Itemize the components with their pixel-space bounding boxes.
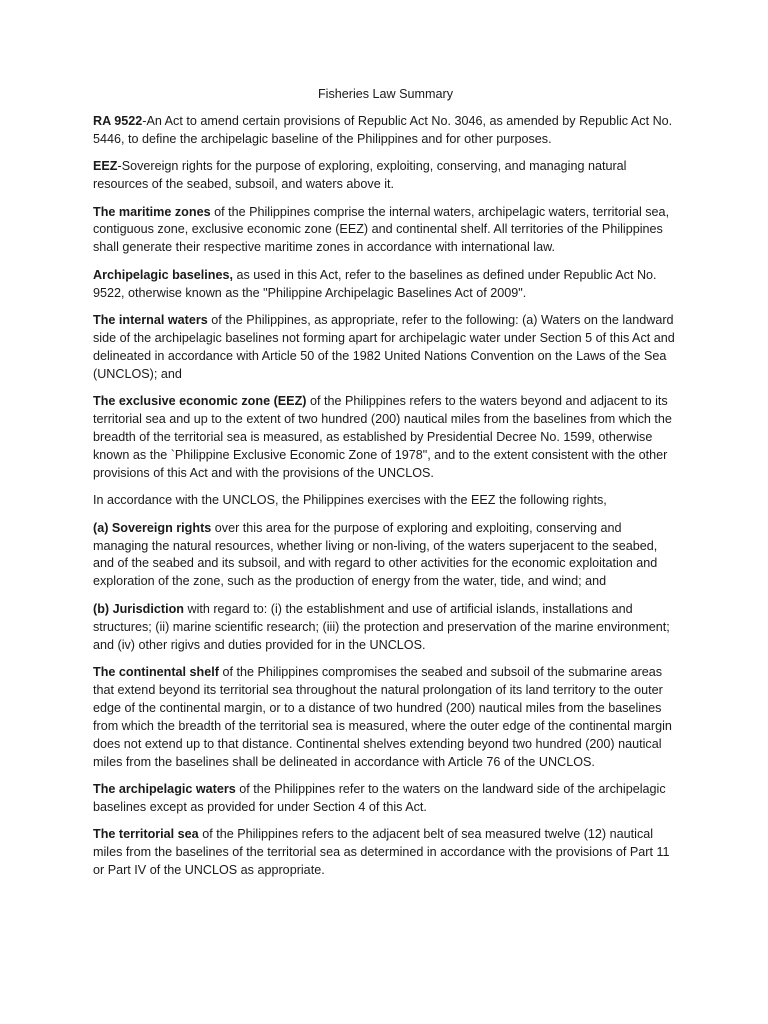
paragraph-lead: (a) Sovereign rights: [93, 520, 212, 535]
paragraph-archipelagic-waters: [93, 781, 678, 817]
paragraph-text: of the Philippines compromises the seabed and subsoil of the submarine areas that extend beyond its territorial sea throughout the natural prolongation of its land territory to the outer edge of the continental margin, or to a distance of two hundred (200) nautical miles from the baselines from which the breadth of the territorial sea is measured, where the outer edge of the continental margin does not extend up to that distance. Continental shelves extending beyond two hundred (200) nautical miles from the baselines shall be delineated in accordance with Article 76 of the UNCLOS.: [93, 664, 672, 769]
paragraph-text: of the Philippines refer to the waters on the landward side of the archipelagic baselines except as provided for under Section 4 of this Act.: [93, 781, 666, 814]
paragraph-lead: The archipelagic waters: [93, 781, 236, 796]
paragraph-archipelagic-baselines: [93, 267, 678, 303]
paragraph-lead: Archipelagic baselines,: [93, 267, 233, 282]
paragraph-text: of the Philippines refers to the waters beyond and adjacent to its territorial sea and up to the extent of two hundred (200) nautical miles from the baselines from which the breadth of the territorial sea is measured, as established by Presidential Decree No. 1599, otherwise known as the `Philippine Exclusive Economic Zone of 1978", and to the extent consistent with the other provisions of this Act and with the provisions of the UNCLOS.: [93, 394, 672, 480]
paragraph-lead: (b) Jurisdiction: [93, 601, 184, 616]
paragraph-lead: The maritime zones: [93, 204, 211, 219]
paragraph-lead: The exclusive economic zone (EEZ): [93, 394, 307, 409]
document-title: Fisheries Law Summary: [317, 87, 454, 101]
paragraph-text: In accordance with the UNCLOS, the Philippines exercises with the EEZ the following rights,: [93, 493, 607, 508]
paragraph-text: -Sovereign rights for the purpose of exploring, exploiting, conserving, and managing natural resources of the seabed, subsoil, and waters above it.: [93, 159, 627, 192]
paragraph-text: -An Act to amend certain provisions of Republic Act No. 3046, as amended by Republic Act No. 5446, to define the archipelagic baseline of the Philippines and for other purposes.: [93, 113, 673, 146]
paragraph-lead: The internal waters: [93, 313, 208, 328]
paragraph-text: as used in this Act, refer to the baselines as defined under Republic Act No. 9522, otherwise known as the "Philippine Archipelagic Baselines Act of 2009".: [93, 267, 657, 300]
paragraph-exclusive-economic-zone: [93, 393, 678, 483]
paragraph-text: of the Philippines comprise the internal waters, archipelagic waters, territorial sea, contiguous zone, exclusive economic zone (EEZ) and continental shelf. All territories of the Philippines shall generate their respective maritime zones in accordance with international law.: [93, 204, 670, 255]
paragraph-text: over this area for the purpose of exploring and exploiting, conserving and managing the natural resources, whether living or non-living, of the waters superjacent to the seabed, and of the seabed and its subsoil, and with regard to other activities for the economic exploitation and exploration of the zone, such as the production of energy from the water, tide, and wind; and: [93, 520, 658, 589]
paragraph-territorial-sea: [93, 826, 678, 880]
paragraph-jurisdiction: [93, 601, 678, 655]
paragraph-lead: The territorial sea: [93, 827, 199, 842]
document-page: [93, 86, 678, 889]
paragraph-eez: [93, 158, 678, 194]
paragraph-text: of the Philippines refers to the adjacent belt of sea measured twelve (12) nautical miles from the baselines of the territorial sea as determined in accordance with the provisions of Part 11 or Part IV of the UNCLOS as appropriate.: [93, 827, 670, 878]
paragraph-continental-shelf: [93, 664, 678, 771]
paragraph-text: of the Philippines, as appropriate, refer to the following: (a) Waters on the landward side of the archipelagic baselines not forming apart for archipelagic water under Section 5 of this Act and delineated in accordance with Article 50 of the 1982 United Nations Convention on the Laws of the Sea (UNCLOS); and: [93, 313, 675, 381]
paragraph-maritime-zones: [93, 204, 678, 258]
paragraph-lead: RA 9522: [93, 113, 143, 128]
paragraph-ra-9522: [93, 113, 678, 149]
paragraph-sovereign-rights: [93, 520, 678, 592]
paragraph-lead: EEZ: [93, 159, 118, 174]
paragraph-unclos-rights: [93, 492, 678, 510]
paragraph-internal-waters: [93, 312, 678, 384]
paragraph-lead: The continental shelf: [93, 664, 219, 679]
paragraph-text: with regard to: (i) the establishment and use of artificial islands, installations and structures; (ii) marine scientific research; (iii) the protection and preservation of the marine environment; and (iv) other rigivs and duties provided for in the UNCLOS.: [93, 601, 670, 652]
